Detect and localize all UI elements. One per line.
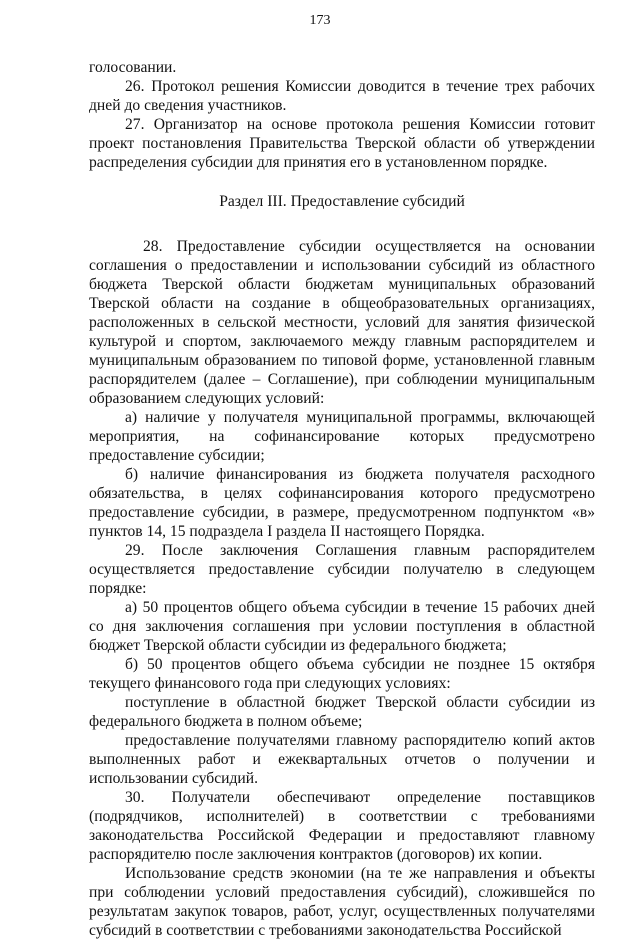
paragraph-condition-2: предоставление получателями главному распорядителю копий актов выполненных работ и ежеквартальных отчетов о получении и использовании субсидий.: [89, 732, 595, 787]
paragraph-29-a: а) 50 процентов общего объема субсидии в течение 15 рабочих дней со дня заключения соглашения при условии поступления в областной бюджет Тверской области субсидии из федерального бюджета;: [89, 599, 595, 654]
paragraph-28-a: а) наличие у получателя муниципальной программы, включающей мероприятия, на софинансирование которых предусмотрено предоставление субсидии;: [89, 409, 595, 464]
paragraph-27: 27. Организатор на основе протокола решения Комиссии готовит проект постановления Правительства Тверской области об утверждении распределения субсидии для принятия его в установленном порядке.: [89, 116, 595, 171]
paragraph-28: 28. Предоставление субсидии осуществляется на основании соглашения о предоставлении и использовании субсидий из областного бюджета Тверской области бюджетам муниципальных образований Тверской области на создание в общеобразовательных организациях, расположенных в сельской местности, условий для занятия физической культурой и спортом, заключаемого между главным распорядителем и муниципальным образованием по типовой форме, установленной главным распорядителем (далее – Соглашение), при соблюдении муниципальным образованием следующих условий:: [89, 238, 595, 407]
page-number: 173: [309, 13, 331, 28]
document-body: [89, 58, 595, 940]
paragraph-29: 29. После заключения Соглашения главным распорядителем осуществляется предоставление субсидии получателю в следующем порядке:: [89, 542, 595, 597]
paragraph-28-b: б) наличие финансирования из бюджета получателя расходного обязательства, в целях софинансирования которого предусмотрено предоставление субсидии, в размере, предусмотренном подпунктом «в» пунктов 14, 15 подраздела I раздела II настоящего Порядка.: [89, 466, 595, 540]
paragraph-30: 30. Получатели обеспечивают определение поставщиков (подрядчиков, исполнителей) в соответствии с требованиями законодательства Российской Федерации и предоставляют главному распорядителю после заключения контрактов (договоров) их копии.: [89, 789, 595, 863]
paragraph-26: 26. Протокол решения Комиссии доводится в течение трех рабочих дней до сведения участников.: [89, 78, 595, 114]
paragraph-condition-1: поступление в областной бюджет Тверской области субсидии из федерального бюджета в полном объеме;: [89, 694, 595, 730]
section-title: Раздел III. Предоставление субсидий: [219, 193, 465, 210]
paragraph-29-b: б) 50 процентов общего объема субсидии не позднее 15 октября текущего финансового года при следующих условиях:: [89, 656, 595, 692]
paragraph: голосовании.: [89, 59, 177, 76]
paragraph-savings: Использование средств экономии (на те же направления и объекты при соблюдении условий предоставления субсидий), сложившейся по результатам закупок товаров, работ, услуг, осуществленных получателями субсидий в соответствии с требованиями законодательства Российской: [89, 865, 595, 939]
